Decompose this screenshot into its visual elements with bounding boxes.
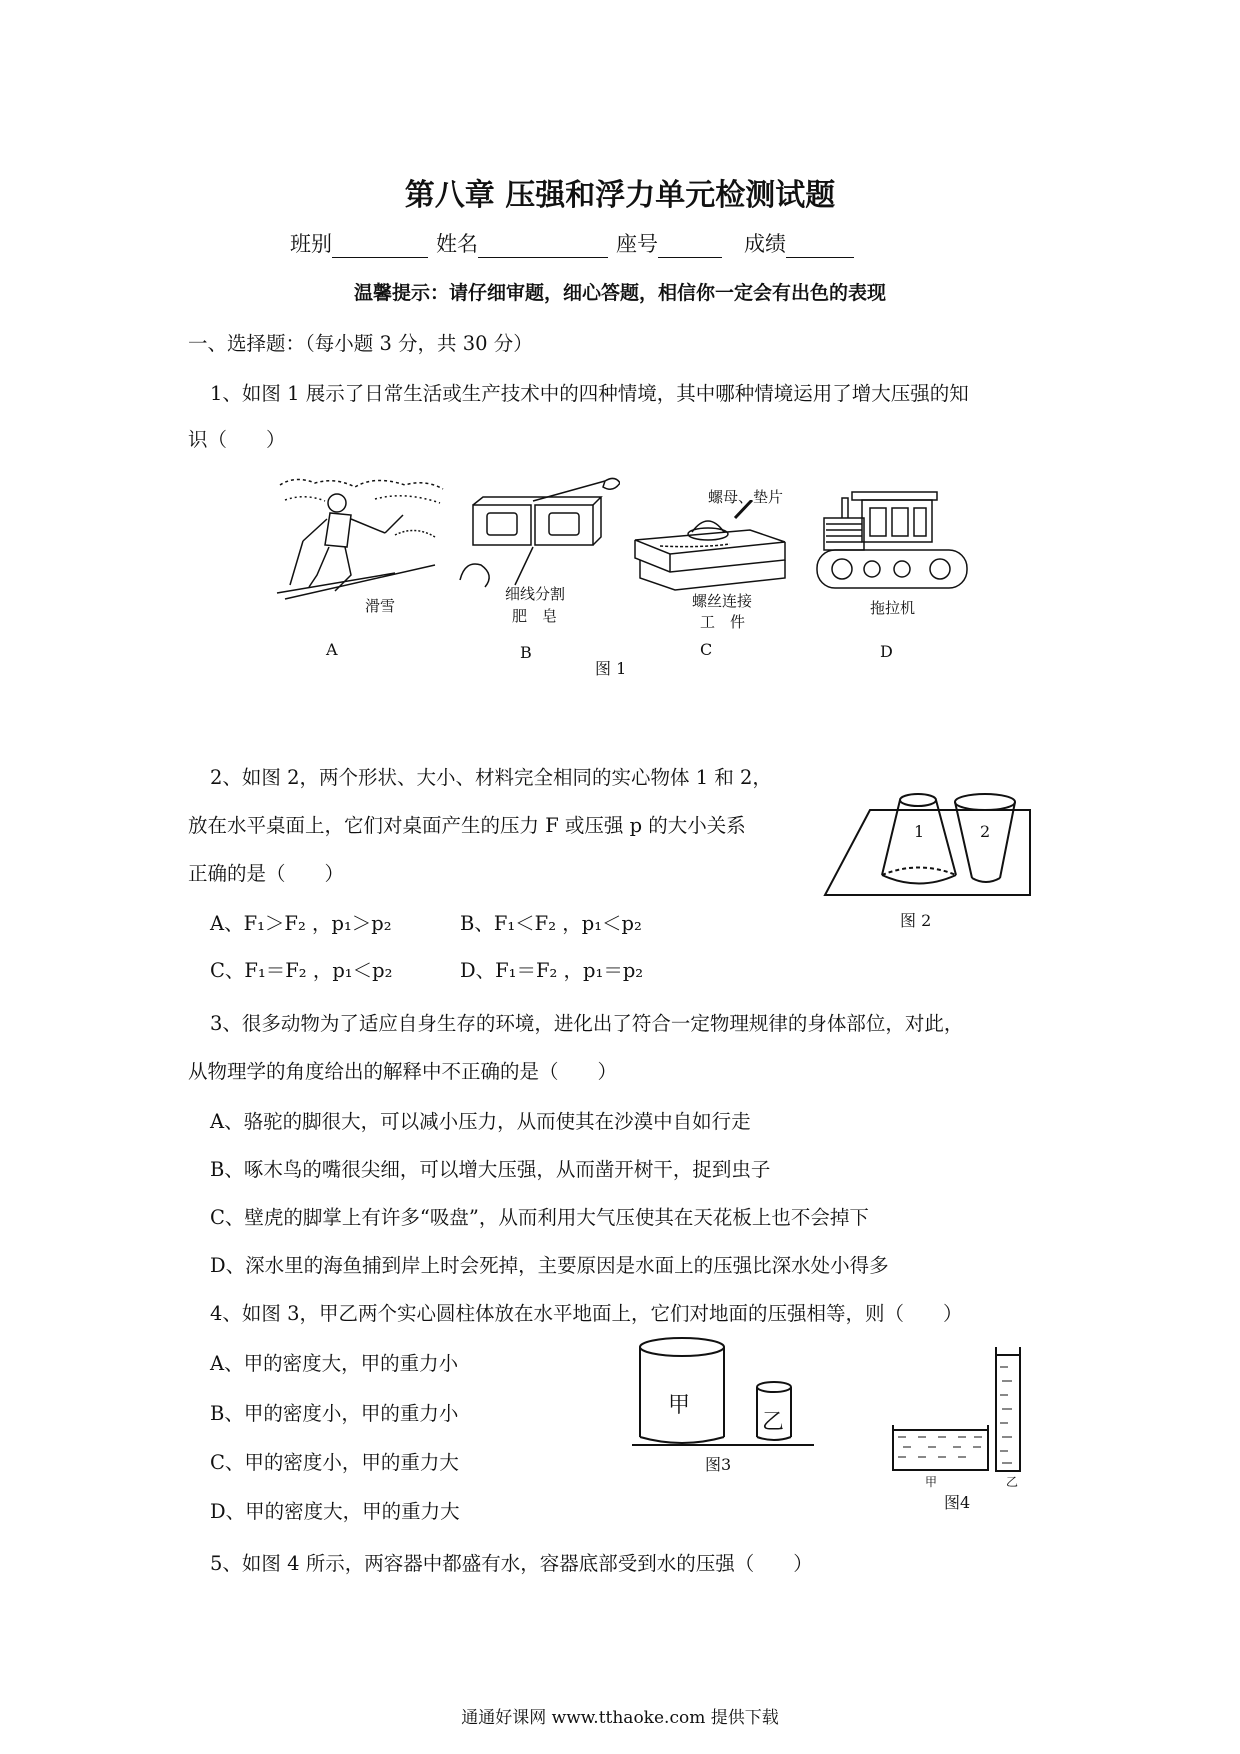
q2-line2: 放在水平桌面上，它们对桌面产生的压力 F 或压强 p 的大小关系 [188, 814, 746, 837]
q2-line1: 2、如图 2，两个形状、大小、材料完全相同的实心物体 1 和 2， [210, 766, 772, 789]
figure-4-yi: 乙 [1006, 1475, 1019, 1489]
fig1-d-caption: 拖拉机 [870, 599, 916, 617]
fig1-b-caption-1: 细线分割 [505, 585, 566, 603]
figure-3-jia: 甲 [668, 1393, 691, 1418]
q3-option-b: B、啄木鸟的嘴很尖细，可以增大压强，从而凿开树干，捉到虫子 [210, 1158, 771, 1181]
class-blank[interactable] [332, 235, 428, 258]
q2-option-c: C、F₁＝F₂ ，p₁＜p₂ [210, 959, 393, 982]
q2-line3: 正确的是（ ） [188, 862, 345, 885]
figure-2-diagram [820, 780, 1040, 900]
seat-label: 座号 [616, 232, 658, 256]
page-title: 第八章 压强和浮力单元检测试题 [404, 178, 836, 213]
fig1-c-top-label: 螺母、垫片 [708, 488, 784, 506]
score-label: 成绩 [744, 232, 786, 256]
q4-option-c: C、甲的密度小，甲的重力大 [210, 1451, 459, 1474]
name-blank[interactable] [478, 235, 608, 258]
fig1-c-letter: C [700, 640, 713, 659]
q4-option-d: D、甲的密度大，甲的重力大 [210, 1500, 460, 1523]
q5-line1: 5、如图 4 所示，两容器中都盛有水，容器底部受到水的压强（ ） [210, 1552, 813, 1575]
fig1-b-letter: B [520, 643, 532, 662]
figure-4-label: 图4 [944, 1493, 971, 1512]
figure-4-diagram [888, 1345, 1038, 1485]
figure-3-yi: 乙 [762, 1410, 785, 1435]
figure-2-label: 图 2 [900, 911, 932, 930]
fig1-b-caption-2: 肥 皂 [512, 607, 558, 625]
q2-option-b: B、F₁＜F₂ ，p₁＜p₂ [460, 912, 642, 935]
tractor-illustration [812, 478, 972, 593]
q3-line2: 从物理学的角度给出的解释中不正确的是（ ） [188, 1060, 618, 1083]
name-label: 姓名 [436, 232, 478, 256]
q3-option-c: C、壁虎的脚掌上有许多“吸盘”，从而利用大气压使其在天花板上也不会掉下 [210, 1206, 869, 1229]
q1-line1: 1、如图 1 展示了日常生活或生产技术中的四种情境，其中哪种情境运用了增大压强的知 [210, 382, 969, 405]
student-info-line [290, 228, 862, 258]
skier-illustration [275, 475, 445, 605]
figure-4-jia: 甲 [925, 1475, 938, 1489]
fig1-c-caption-1: 螺丝连接 [692, 592, 753, 610]
q3-option-d: D、深水里的海鱼捕到岸上时会死掉，主要原因是水面上的压强比深水处小得多 [210, 1254, 889, 1277]
figure-2-object-2: 2 [980, 822, 991, 841]
q3-line1: 3、很多动物为了适应自身生存的环境，进化出了符合一定物理规律的身体部位，对此， [210, 1012, 964, 1035]
tip-text: 温馨提示：请仔细审题，细心答题，相信你一定会有出色的表现 [353, 282, 886, 304]
section-heading: 一、选择题：（每小题 3 分，共 30 分） [188, 332, 533, 355]
fig1-c-caption-2: 工 件 [700, 613, 746, 631]
class-label: 班别 [290, 232, 332, 256]
fig1-a-caption: 滑雪 [365, 597, 396, 615]
q4-line1: 4、如图 3，甲乙两个实心圆柱体放在水平地面上，它们对地面的压强相等，则（ ） [210, 1302, 963, 1325]
q4-option-b: B、甲的密度小，甲的重力小 [210, 1402, 459, 1425]
fig1-label: 图 1 [595, 659, 627, 678]
q4-option-a: A、甲的密度大，甲的重力小 [210, 1352, 459, 1375]
q2-option-d: D、F₁＝F₂ ，p₁＝p₂ [460, 959, 644, 982]
fig1-d-letter: D [880, 642, 893, 661]
page-footer: 通通好课网 www.tthaoke.com 提供下载 [461, 1708, 779, 1728]
soap-illustration [455, 475, 620, 590]
figure-2-object-1: 1 [914, 822, 925, 841]
q3-option-a: A、骆驼的脚很大，可以减小压力，从而使其在沙漠中自如行走 [210, 1110, 751, 1133]
q1-line2: 识（ ） [188, 428, 286, 451]
figure-3-label: 图3 [705, 1455, 732, 1474]
screw-illustration [630, 500, 790, 595]
fig1-a-letter: A [326, 640, 338, 659]
score-blank[interactable] [786, 235, 854, 258]
figure-3-diagram [632, 1335, 817, 1450]
q2-option-a: A、F₁＞F₂ ，p₁＞p₂ [210, 912, 392, 935]
seat-blank[interactable] [658, 235, 722, 258]
